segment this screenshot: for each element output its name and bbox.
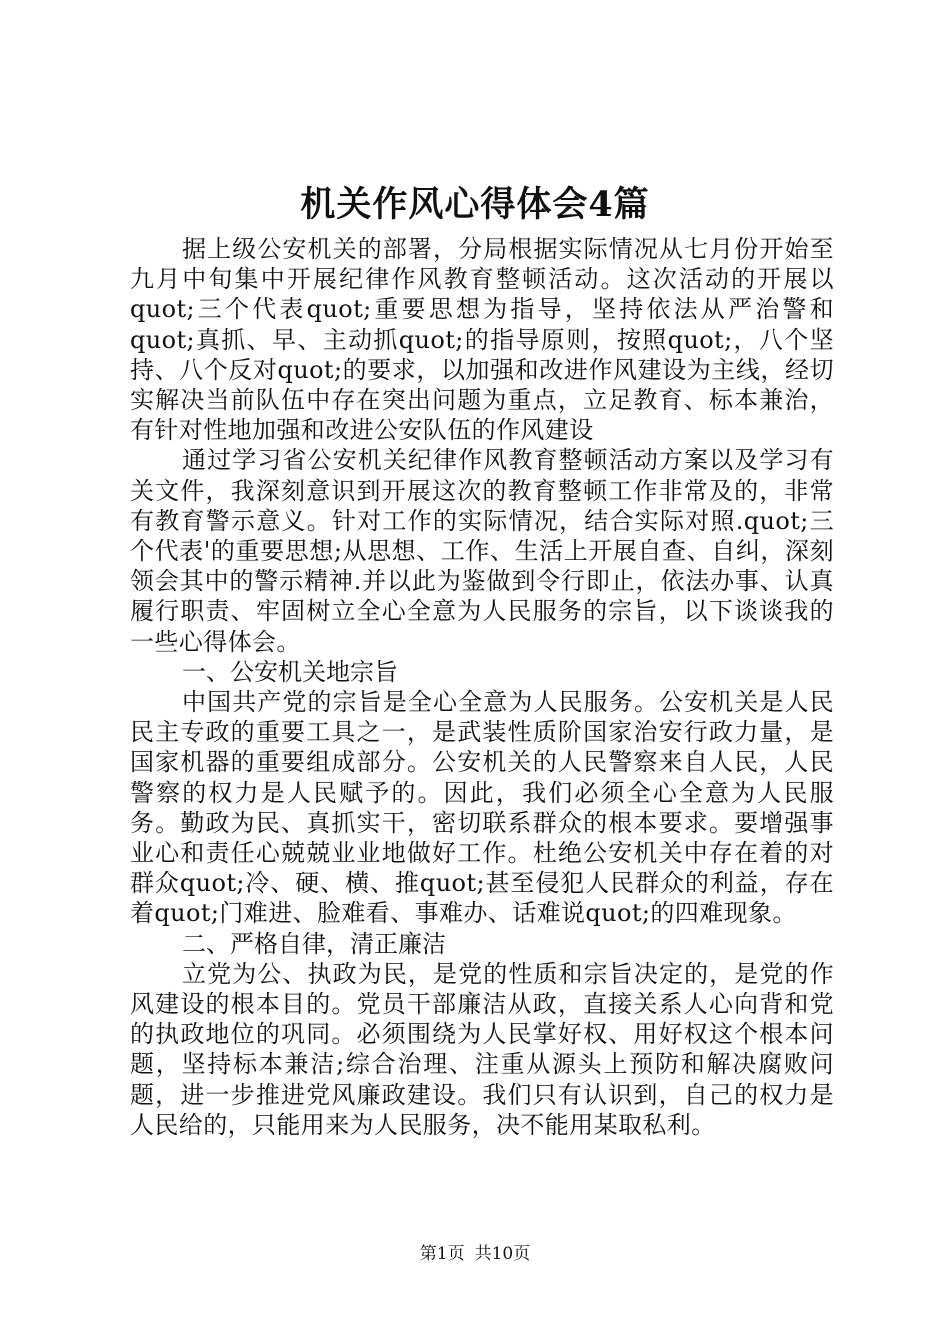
section-1-paragraph: 中国共产党的宗旨是全心全意为人民服务。公安机关是人民民主专政的重要工具之一，是武装性质阶国家治安行政力量，是国家机器的重要组成部分。公安机关的人民警察来自人民，人民警察的权力是人民赋予的。因此，我们必须全心全意为人民服务。勤政为民、真抓实干，密切联系群众的根本要求。要增强事业心和责任心兢兢业业地做好工作。杜绝公安机关中存在着的对群众quot;冷、硬、横、推quot;甚至侵犯人民群众的利益，存在着quot;门难进、脸难看、事难办、话难说quot;的四难现象。 [130, 688, 834, 928]
document-body [130, 234, 834, 1140]
intro-paragraph: 据上级公安机关的部署，分局根据实际情况从七月份开始至九月中旬集中开展纪律作风教育整顿活动。这次活动的开展以quot;三个代表quot;重要思想为指导，坚持依法从严治警和quot;真抓、早、主动抓quot;的指导原则，按照quot;，八个坚持、八个反对quot;的要求，以加强和改进作风建设为主线，经切实解决当前队伍中存在突出问题为重点，立足教育、标本兼治，有针对性地加强和改进公安队伍的作风建设 [130, 235, 834, 445]
section-2-paragraph: 立党为公、执政为民，是党的性质和宗旨决定的，是党的作风建设的根本目的。党员干部廉洁从政，直接关系人心向背和党的执政地位的巩同。必须围绕为人民掌好权、用好权这个根本问题，坚持标本兼洁;综合治理、注重从源头上预防和解决腐败问题，进一步推进党风廉政建设。我们只有认识到，自己的权力是人民给的，只能用来为人民服务，决不能用某取私利。 [130, 959, 834, 1139]
page-total: 共10页 [474, 1244, 531, 1264]
section-1-heading: 一、公安机关地宗旨 [182, 657, 398, 686]
page-number: 第1页 [419, 1244, 465, 1264]
study-paragraph: 通过学习省公安机关纪律作风教育整顿活动方案以及学习有关文件，我深刻意识到开展这次的教育整顿工作非常及的，非常有教育警示意义。针对工作的实际情况，结合实际对照.quot;三个代表'的重要思想;从思想、工作、生活上开展自查、自纠，深刻领会其中的警示精神.并以此为鉴做到令行即止，依法办事、认真履行职责、牢固树立全心全意为人民服务的宗旨，以下谈谈我的一些心得体会。 [130, 446, 834, 656]
document-title: 机关作风心得体会4篇 [300, 184, 650, 225]
section-2-heading: 二、严格自律，清正廉洁 [182, 929, 446, 958]
page-footer [0, 1242, 950, 1266]
